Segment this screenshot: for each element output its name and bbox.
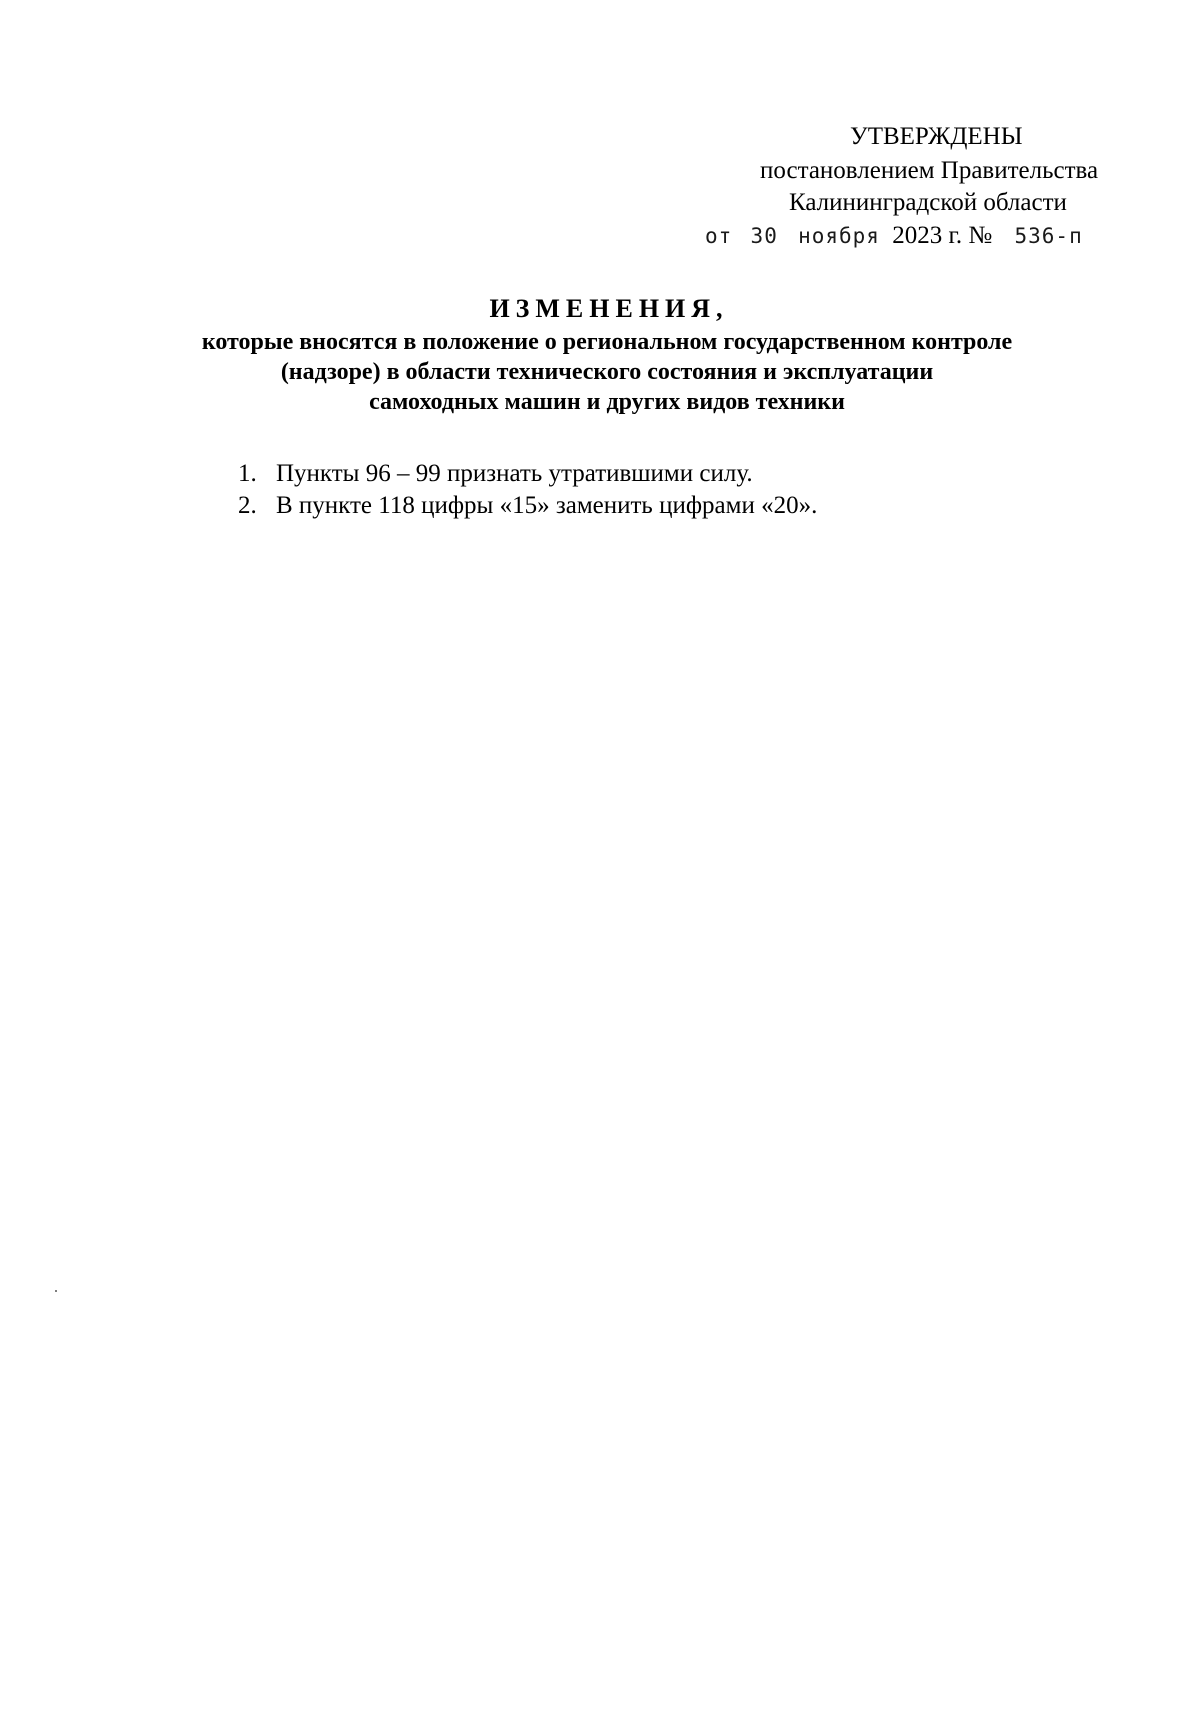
date-year: 2023 г. № xyxy=(892,222,993,249)
approval-issuer: постановлением Правительства xyxy=(760,157,1099,184)
amendment-item xyxy=(238,490,1038,522)
decree-number: 536-п xyxy=(1014,224,1083,248)
approval-region: Калининградской области xyxy=(789,189,1067,216)
amendment-number: 1. xyxy=(238,460,257,487)
amendments-list xyxy=(238,458,1038,522)
subtitle-line: (надзоре) в области технического состояния и эксплуатации xyxy=(280,359,934,385)
scan-speck xyxy=(55,1290,57,1292)
document-title: ИЗМЕНЕНИЯ, xyxy=(489,294,729,323)
approval-heading: УТВЕРЖДЕНЫ xyxy=(850,123,1023,150)
date-prefix: от xyxy=(705,224,733,248)
subtitle-line: самоходных машин и других видов техники xyxy=(369,389,845,415)
amendment-item xyxy=(238,458,1038,490)
amendment-text: В пункте 118 цифры «15» заменить цифрами «20». xyxy=(276,492,818,519)
document-subtitle xyxy=(150,327,1064,417)
date-day: 30 xyxy=(750,224,778,248)
approval-date-line xyxy=(705,221,1083,251)
subtitle-line: которые вносятся в положение о региональном государственном контроле xyxy=(201,329,1013,355)
date-month: ноября xyxy=(798,224,880,248)
amendment-number: 2. xyxy=(238,492,257,519)
amendment-text: Пункты 96 – 99 признать утратившими силу. xyxy=(276,460,753,487)
